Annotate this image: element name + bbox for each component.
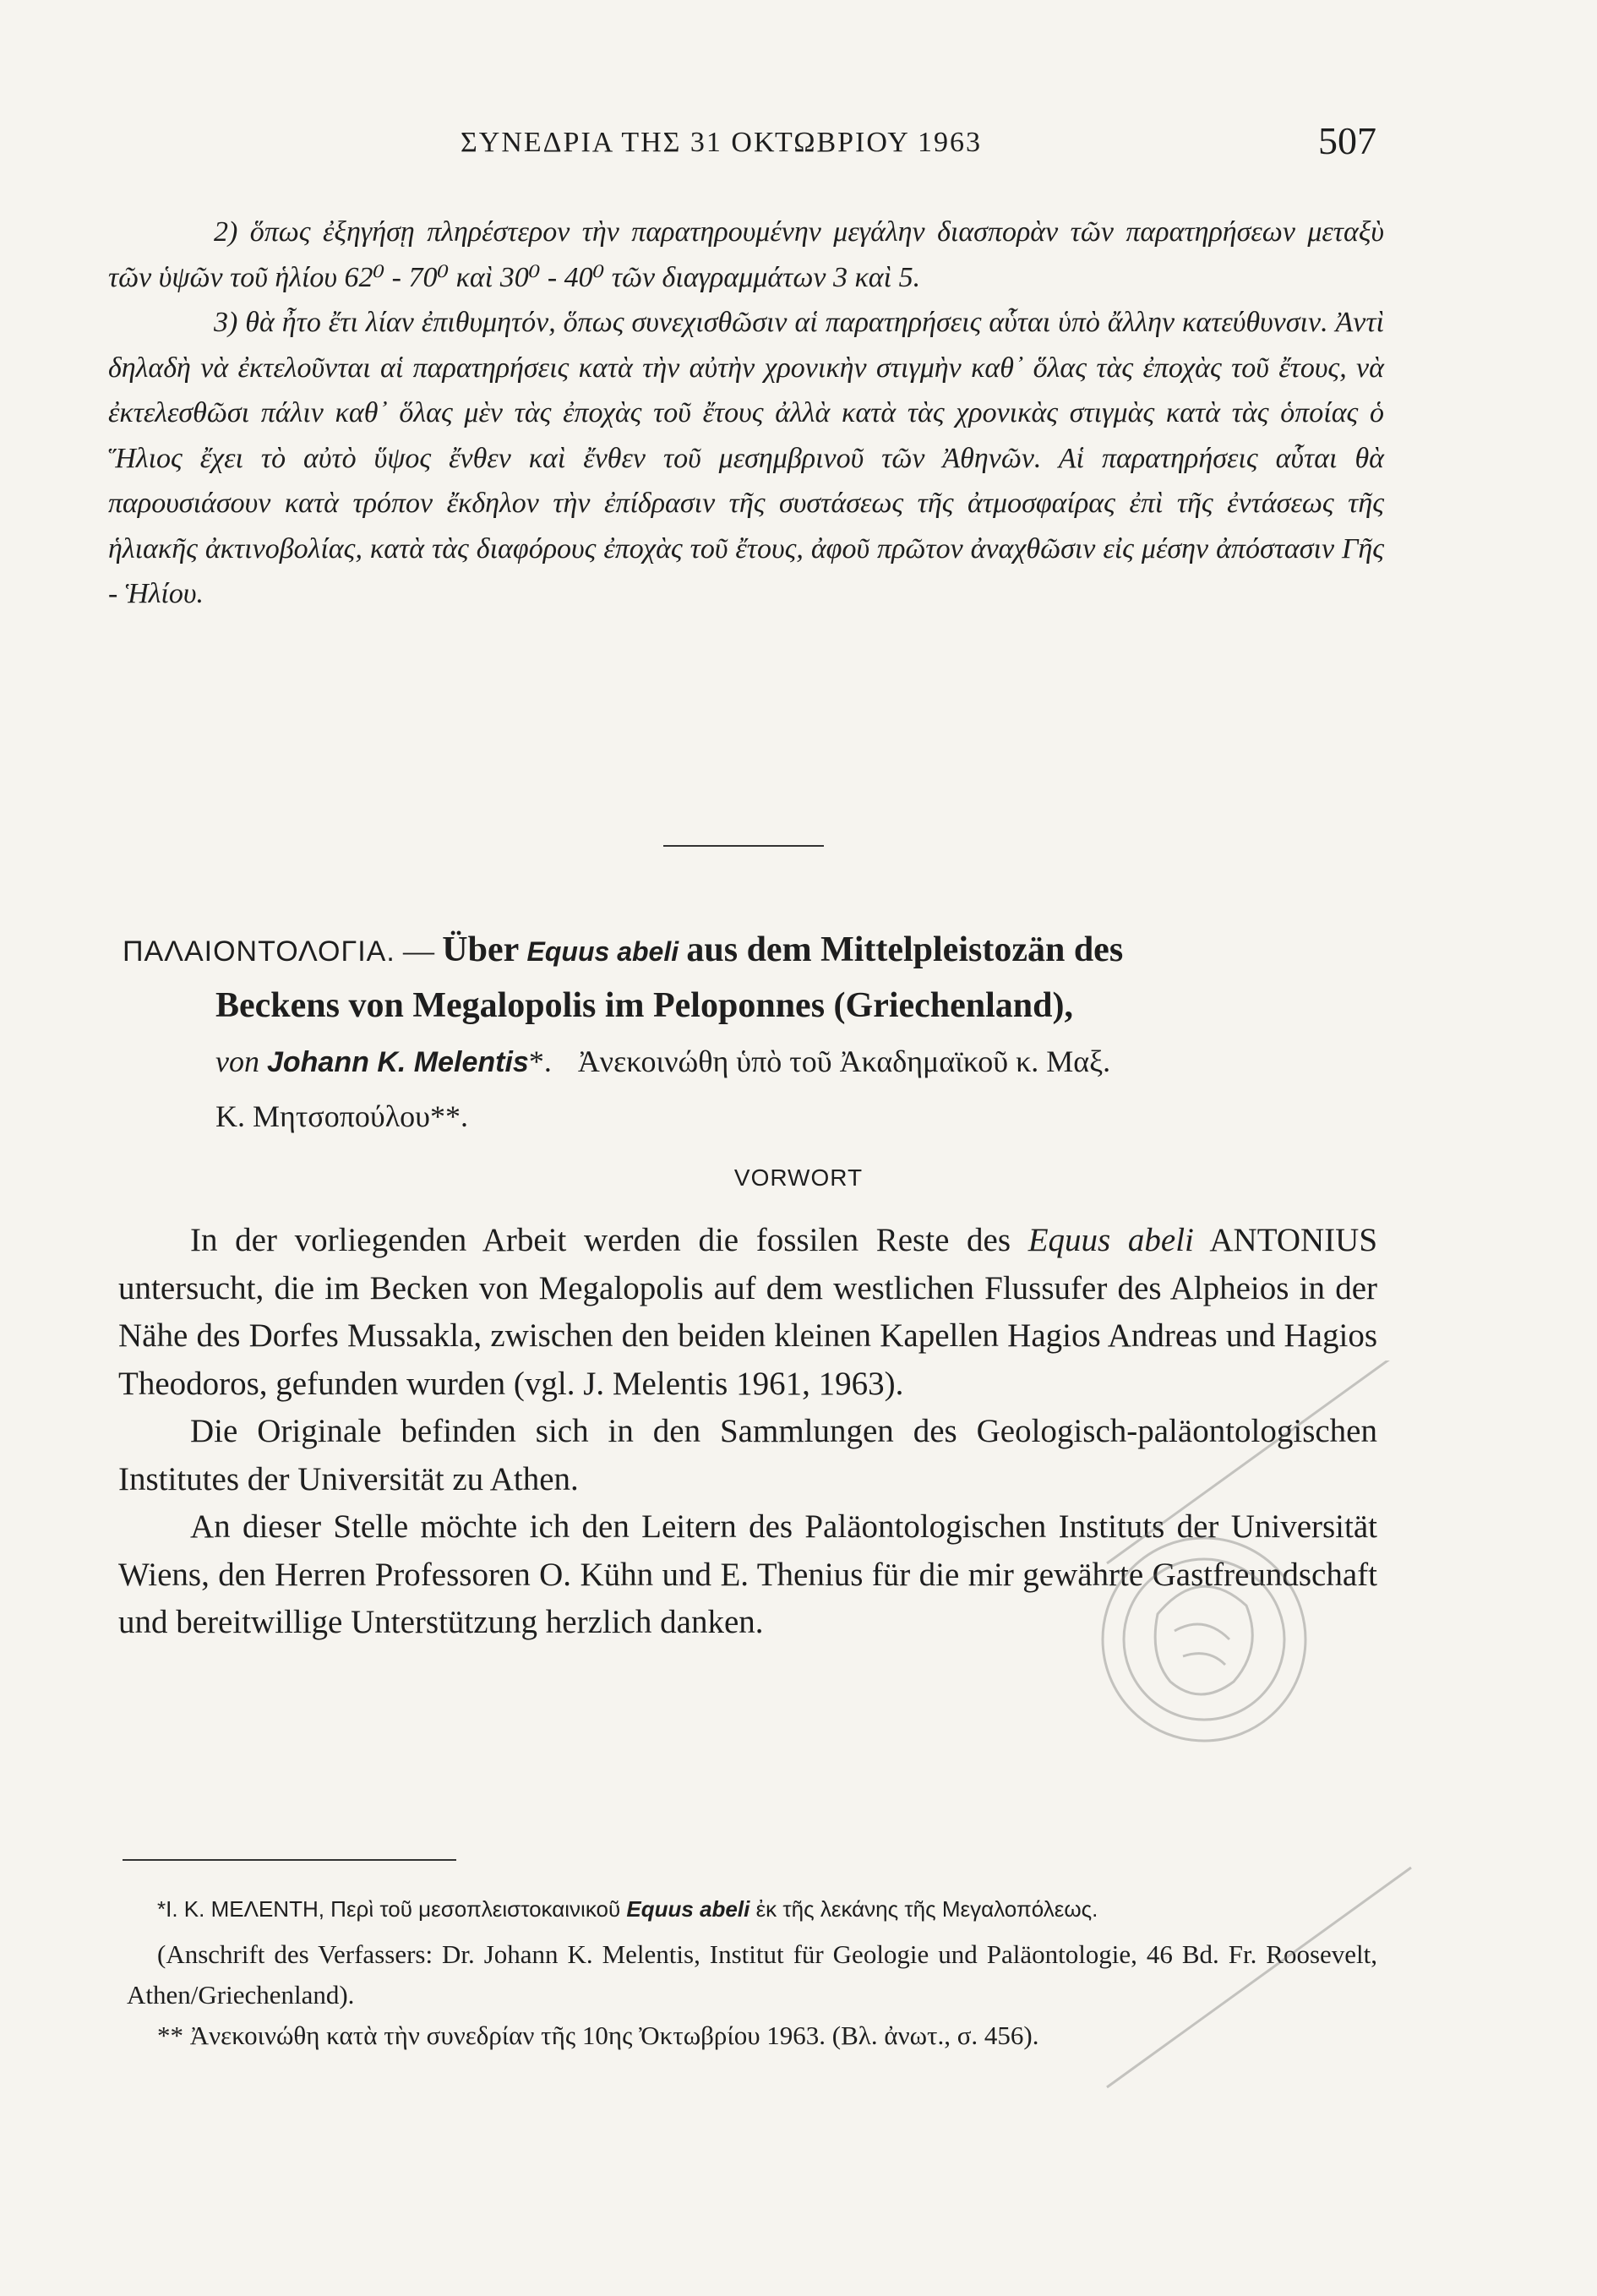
running-head: ΣΥΝΕΔΡΙΑ ΤΗΣ 31 ΟΚΤΩΒΡΙΟΥ 1963 <box>461 127 983 158</box>
author-line <box>123 1034 1382 1089</box>
body-paragraph-2: Die Originale befinden sich in den Sammlungen des Geologisch-paläontologischen Institutes der Universität zu Athen. <box>118 1413 1377 1497</box>
communicator-line <box>123 1089 1382 1143</box>
greek-paragraph-2: 2) ὅπως ἐξηγήσῃ πληρέστερον τὴν παρατηρουμένην μεγάλην διασπορὰν τῶν παρατηρήσεων μεταξὺ τῶν ὑψῶν τοῦ ἡλίου 62⁰ - 70⁰ καὶ 30⁰ - 40⁰ τῶν διαγραμμάτων 3 καὶ 5. <box>108 216 1384 293</box>
author-footnote-mark: *. <box>528 1044 552 1078</box>
author-von: von <box>215 1044 259 1078</box>
footnotes <box>127 1889 1377 2056</box>
footnote-1-start: *Ι. Κ. ΜΕΛΕΝΤΗ, Περὶ τοῦ μεσοπλειστοκαινικοῦ <box>157 1896 621 1922</box>
section-label: ΠΑΛΑΙΟΝΤΟΛΟΓΙΑ. <box>123 935 395 968</box>
body-paragraph-1 <box>118 1217 1377 1408</box>
communicated-by: Ἀνεκοινώθη ὑπὸ τοῦ Ἀκαδημαϊκοῦ κ. Μαξ. <box>577 1044 1111 1078</box>
footnote-1-rest: ἐκ τῆς λεκάνης τῆς Μεγαλοπόλεως. <box>755 1896 1098 1922</box>
title-dash: — <box>395 934 443 968</box>
greek-text-block <box>108 210 1384 617</box>
greek-paragraph-3: 3) θὰ ἦτο ἔτι λίαν ἐπιθυμητόν, ὅπως συνεχισθῶσιν αἱ παρατηρήσεις αὗται ὑπὸ ἄλλην κατεύθυνσιν. Ἀντὶ δηλαδὴ νὰ ἐκτελοῦνται αἱ παρατηρήσεις κατὰ τὴν αὐτὴν χρονικὴν στιγμὴν καθ᾽ ὅλας τὰς ἐποχὰς τοῦ ἔτους, νὰ ἐκτελεσθῶσι πάλιν καθ᾽ ὅλας μὲν τὰς ἐποχὰς τοῦ ἔτους ἀλλὰ κατὰ τὰς χρονικὰς στιγμὰς κατὰ τὰς ὁποίας ὁ Ἥλιος ἔχει τὸ αὐτὸ ὕψος ἔνθεν καὶ ἔνθεν τοῦ μεσημβρινοῦ τῶν Ἀθηνῶν. Αἱ παρατηρήσεις αὗται θὰ παρουσιάσουν κατὰ τρόπον ἔκδηλον τὴν ἐπίδρασιν τῆς συστάσεως τῆς ἀτμοσφαίρας ἐπὶ τῆς ἐντάσεως τῆς ἡλιακῆς ἀκτινοβολίας, κατὰ τὰς διαφόρους ἐποχὰς τοῦ ἔτους, ἀφοῦ πρῶτον ἀναχθῶσιν εἰς μέσην ἀπόστασιν Γῆς - Ἡλίου. <box>108 307 1384 609</box>
title-rest-line-1: aus dem Mittelpleistozän des <box>686 930 1124 969</box>
footnote-rule <box>123 1859 456 1861</box>
title-species: Equus abeli <box>526 936 679 967</box>
author-name: Johann K. Melentis <box>266 1046 529 1078</box>
footnote-1 <box>127 1889 1377 1929</box>
footnote-address: (Anschrift des Verfassers: Dr. Johann K. Melentis, Institut für Geologie und Paläontologie, 46 Bd. Fr. Roosevelt, Athen/Griechenland). <box>127 1939 1377 2010</box>
footnote-2: ** Ἀνεκοινώθη κατὰ τὴν συνεδρίαν τῆς 10ης Ὀκτωβρίου 1963. (Βλ. ἀνωτ., σ. 456). <box>157 2021 1039 2050</box>
footnote-1-species: Equus abeli <box>626 1896 750 1922</box>
title-rest-line-2: Beckens von Megalopolis im Peloponnes (Griechenland), <box>215 986 1074 1025</box>
title-uber: Über <box>442 930 520 969</box>
section-divider <box>663 845 824 847</box>
body-p1-species: Equus abeli <box>1027 1222 1194 1258</box>
body-text-block <box>118 1217 1377 1647</box>
body-p1-rest: ANTONIUS untersucht, die im Becken von Megalopolis auf dem westlichen Flussufer des Alpheios in der Nähe des Dorfes Mussakla, zwischen den beiden kleinen Kapellen Hagios Andreas und Hagios Theodoros, gefunden wurden (vgl. J. Melentis 1961, 1963). <box>118 1222 1378 1402</box>
communicator-name: Κ. Μητσοπούλου**. <box>215 1099 468 1133</box>
title-line-2 <box>123 979 1382 1034</box>
body-p1-start: In der vorliegenden Arbeit werden die fossilen Reste des <box>190 1222 1011 1258</box>
vorwort-heading: VORWORT <box>733 1164 864 1191</box>
body-paragraph-3: An dieser Stelle möchte ich den Leitern des Paläontologischen Instituts der Universität Wiens, den Herren Professoren O. Kühn und E. Thenius für die mir gewährte Gastfreundschaft und bereitwillige Unterstützung herzlich danken. <box>118 1508 1377 1640</box>
article-title <box>123 923 1382 1143</box>
page-number: 507 <box>1318 119 1376 162</box>
title-line-1 <box>123 923 1382 979</box>
